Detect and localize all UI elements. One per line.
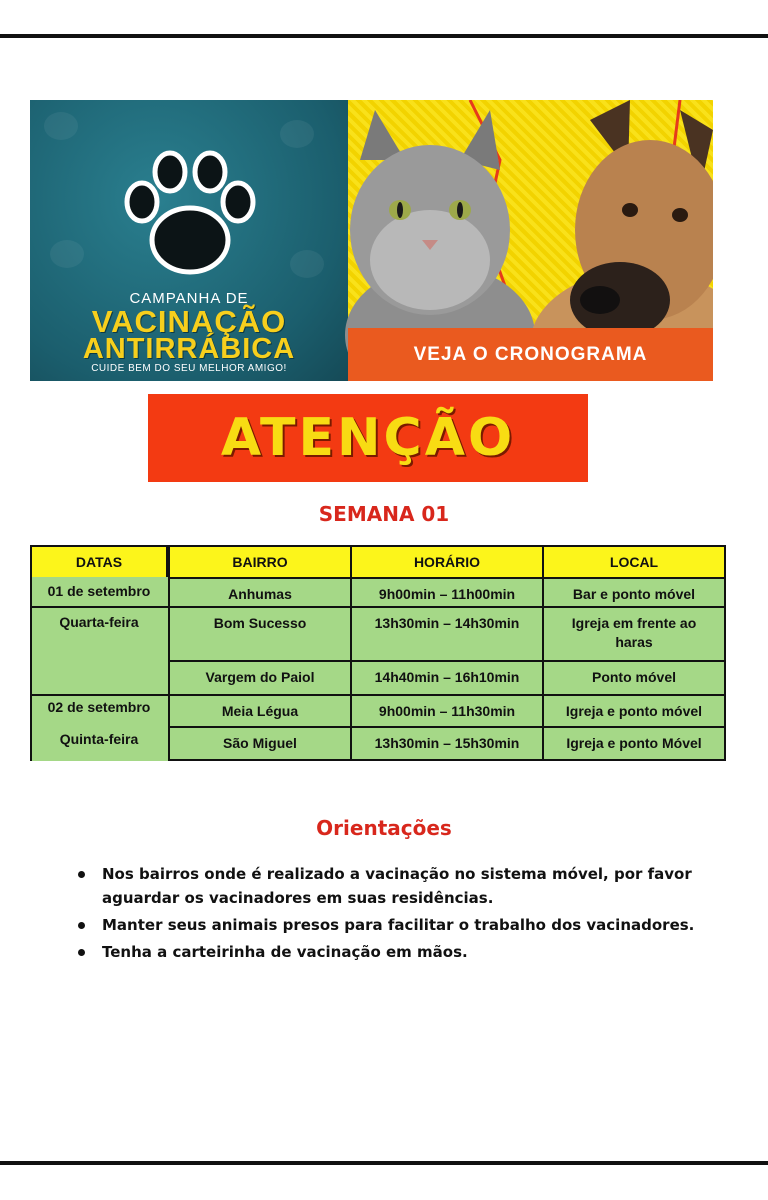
- date-2: 02 de setembro: [47, 699, 151, 715]
- guideline-text: Tenha a carteirinha de vacinação em mãos.: [102, 943, 468, 961]
- column-header-bairro: BAIRRO: [168, 545, 352, 579]
- table-cell-horario: 9h00min – 11h30min: [350, 694, 544, 728]
- table-cell-bairro: São Miguel: [168, 726, 352, 761]
- guidelines-title: Orientações: [316, 816, 452, 840]
- column-header-horario: HORÁRIO: [350, 545, 544, 579]
- table-cell-local: Bar e ponto móvel: [542, 577, 726, 608]
- bullet-icon: [78, 871, 85, 878]
- table-cell-bairro: Anhumas: [168, 577, 352, 608]
- list-item: [78, 913, 718, 937]
- bottom-rule: [0, 1161, 768, 1165]
- weekday-2: Quinta-feira: [59, 731, 139, 747]
- table-cell-horario: 13h30min – 15h30min: [350, 726, 544, 761]
- campaign-tagline: CUIDE BEM DO SEU MELHOR AMIGO!: [91, 363, 287, 374]
- list-item: [78, 862, 718, 910]
- column-header-datas: DATAS: [30, 545, 168, 579]
- table-cell-bairro: Vargem do Paiol: [168, 660, 352, 696]
- table-cell-bairro: Bom Sucesso: [168, 606, 352, 662]
- cta-text: VEJA O CRONOGRAMA: [413, 344, 648, 365]
- column-header-local: LOCAL: [542, 545, 726, 579]
- table-cell-horario: 9h00min – 11h00min: [350, 577, 544, 608]
- campaign-title-antirrabica: ANTIRRÁBICA: [82, 333, 296, 365]
- date-1: 01 de setembro: [47, 583, 151, 599]
- table-cell-local: Igreja em frente ao haras: [542, 606, 726, 662]
- table-cell-local: Igreja e ponto Móvel: [542, 726, 726, 761]
- bullet-icon: [78, 949, 85, 956]
- table-cell-horario: 13h30min – 14h30min: [350, 606, 544, 662]
- campaign-subtitle: CAMPANHA DE: [129, 290, 249, 307]
- guideline-text: Manter seus animais presos para facilitar o trabalho dos vacinadores.: [102, 916, 695, 934]
- table-cell-local: Ponto móvel: [542, 660, 726, 696]
- list-item: [78, 940, 718, 964]
- top-rule: [0, 34, 768, 38]
- alert-banner: ATENÇÃO: [148, 394, 588, 482]
- table-cell-bairro: Meia Légua: [168, 694, 352, 728]
- campaign-title-vacinacao: VACINAÇÃO: [91, 304, 287, 339]
- weekday-1: Quarta-feira: [59, 614, 139, 630]
- guideline-text: Nos bairros onde é realizado a vacinação no sistema móvel, por favor aguardar os vacinadores em suas residências.: [102, 865, 692, 907]
- table-cell-horario: 14h40min – 16h10min: [350, 660, 544, 696]
- guidelines-list: [78, 862, 718, 967]
- table-cell-local: Igreja e ponto móvel: [542, 694, 726, 728]
- campaign-banner: [30, 100, 713, 381]
- week-title: SEMANA 01: [318, 502, 450, 526]
- paw-icon: [120, 150, 260, 280]
- bullet-icon: [78, 922, 85, 929]
